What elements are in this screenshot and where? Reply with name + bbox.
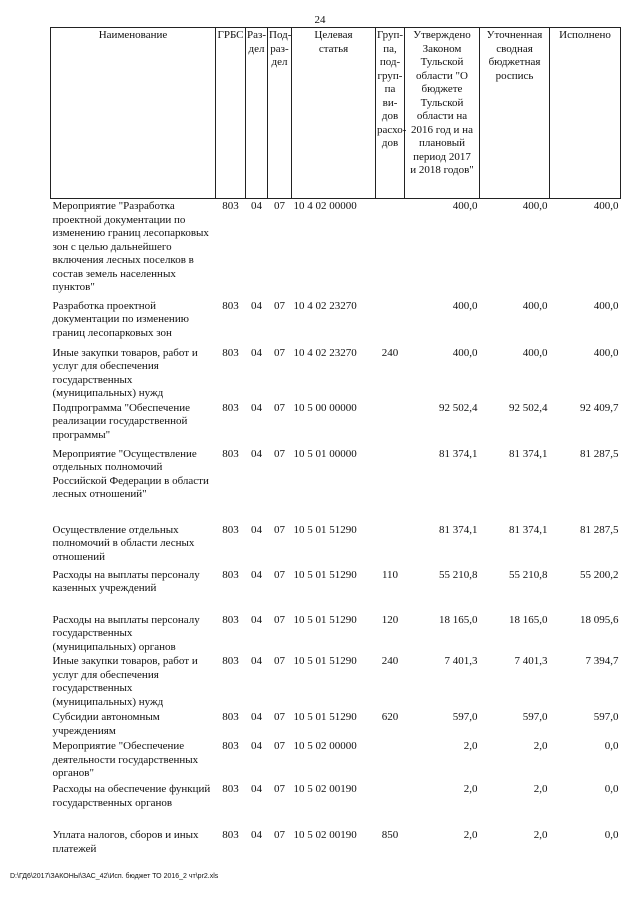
row-name: Мероприятие "Обеспечение деятельности государственных органов"	[52, 740, 199, 779]
row-grbs: 803	[222, 829, 239, 841]
row-target-article: 10 5 02 00190	[293, 829, 357, 841]
row-refined: 18 165,0	[509, 613, 548, 626]
row-grbs: 803	[222, 711, 239, 723]
table-row	[51, 299, 621, 346]
row-podrazdel: 07	[274, 568, 285, 581]
row-razdel: 04	[251, 299, 262, 312]
row-refined: 400,0	[522, 200, 548, 212]
row-podrazdel: 07	[274, 613, 285, 626]
row-approved: 7 401,3	[444, 655, 478, 667]
row-refined: 400,0	[522, 299, 548, 312]
header-target-article: Целевая статья	[292, 28, 376, 199]
row-podrazdel: 07	[274, 200, 285, 212]
row-target-article: 10 5 01 51290	[293, 523, 357, 536]
row-expense-group	[376, 401, 405, 447]
header-expense-group: Груп- па, под- груп- па ви- дов расхо- дов	[376, 28, 405, 199]
row-razdel: 04	[251, 523, 262, 536]
row-expense-group	[376, 299, 405, 346]
row-executed: 400,0	[593, 346, 619, 359]
page-number: 24	[314, 14, 326, 26]
header-refined: Уточненная сводная бюджетная роспись	[480, 28, 550, 199]
row-grbs: 803	[222, 200, 239, 212]
header-executed: Исполнено	[550, 28, 621, 199]
row-approved: 400,0	[452, 299, 478, 312]
row-approved: 2,0	[463, 829, 478, 841]
row-grbs: 803	[222, 568, 239, 581]
row-razdel: 04	[251, 829, 262, 841]
row-executed: 0,0	[604, 740, 619, 752]
row-name: Расходы на обеспечение функций государственных органов	[52, 783, 211, 809]
row-target-article: 10 4 02 00000	[293, 200, 357, 212]
table-row	[51, 828, 621, 858]
row-razdel: 04	[251, 200, 262, 212]
row-refined: 81 374,1	[509, 447, 548, 460]
row-grbs: 803	[222, 523, 239, 536]
file-path-footer: D:\ГД6\2017\ЗАКОНЫ\ЗАС_42\Исп. бюджет ТО 2016_2 чт\pr2.xls	[10, 873, 219, 880]
table-row	[51, 346, 621, 401]
row-executed: 92 409,7	[580, 401, 619, 414]
row-target-article: 10 4 02 23270	[293, 299, 357, 312]
row-refined: 7 401,3	[514, 655, 548, 667]
row-refined: 2,0	[533, 740, 548, 752]
table-row	[51, 654, 621, 710]
row-executed: 0,0	[604, 783, 619, 795]
row-executed: 400,0	[593, 299, 619, 312]
row-grbs: 803	[222, 346, 239, 359]
row-target-article: 10 5 01 51290	[293, 568, 357, 581]
row-razdel: 04	[251, 401, 262, 414]
table-row	[51, 447, 621, 523]
row-podrazdel: 07	[274, 299, 285, 312]
row-refined: 597,0	[522, 711, 548, 723]
row-podrazdel: 07	[274, 401, 285, 414]
table-row	[51, 523, 621, 568]
row-name: Уплата налогов, сборов и иных платежей	[52, 829, 199, 855]
row-podrazdel: 07	[274, 829, 285, 841]
table-row	[51, 782, 621, 828]
row-expense-group	[376, 199, 405, 299]
row-razdel: 04	[251, 447, 262, 460]
row-podrazdel: 07	[274, 447, 285, 460]
row-grbs: 803	[222, 655, 239, 667]
row-grbs: 803	[222, 401, 239, 414]
budget-table	[50, 27, 621, 858]
row-expense-group	[376, 447, 405, 523]
row-refined: 55 210,8	[509, 568, 548, 581]
row-expense-group: 110	[381, 568, 399, 581]
row-executed: 81 287,5	[580, 447, 619, 460]
row-refined: 81 374,1	[509, 523, 548, 536]
row-refined: 2,0	[533, 783, 548, 795]
row-executed: 7 394,7	[585, 655, 619, 667]
row-refined: 92 502,4	[509, 401, 548, 414]
row-expense-group: 120	[381, 613, 399, 626]
row-refined: 400,0	[522, 346, 548, 359]
table-row	[51, 199, 621, 299]
row-name: Расходы на выплаты персоналу казенных учреждений	[52, 568, 200, 594]
row-razdel: 04	[251, 613, 262, 626]
row-razdel: 04	[251, 346, 262, 359]
row-approved: 400,0	[452, 200, 478, 212]
row-razdel: 04	[251, 568, 262, 581]
row-expense-group	[376, 523, 405, 568]
row-expense-group: 620	[381, 711, 399, 723]
row-razdel: 04	[251, 711, 262, 723]
row-razdel: 04	[251, 783, 262, 795]
row-approved: 55 210,8	[439, 568, 478, 581]
row-podrazdel: 07	[274, 346, 285, 359]
row-executed: 55 200,2	[580, 568, 619, 581]
row-expense-group: 240	[381, 346, 399, 359]
row-approved: 597,0	[452, 711, 478, 723]
header-grbs: ГРБС	[216, 28, 246, 199]
header-approved: Утверждено Законом Тульской области "О бюджете Тульской области на 2016 год и на плановый период 2017 и 2018 годов"	[405, 28, 480, 199]
row-expense-group	[376, 782, 405, 828]
row-name: Подпрограмма "Обеспечение реализации государственной программы"	[52, 401, 190, 441]
row-approved: 2,0	[463, 740, 478, 752]
row-podrazdel: 07	[274, 655, 285, 667]
row-expense-group	[376, 739, 405, 782]
row-name: Осуществление отдельных полномочий в области лесных отношений	[52, 523, 195, 563]
table-row	[51, 710, 621, 739]
row-target-article: 10 5 02 00000	[293, 740, 357, 752]
row-approved: 92 502,4	[439, 401, 478, 414]
row-name: Субсидии автономным учреждениям	[52, 711, 160, 737]
row-razdel: 04	[251, 655, 262, 667]
header-razdel: Раз- дел	[246, 28, 268, 199]
row-executed: 81 287,5	[580, 523, 619, 536]
table-row	[51, 401, 621, 447]
header-name: Наименование	[51, 28, 216, 199]
row-executed: 597,0	[593, 711, 619, 723]
row-grbs: 803	[222, 613, 239, 626]
row-refined: 2,0	[533, 829, 548, 841]
header-row	[51, 28, 621, 199]
row-expense-group: 240	[381, 655, 399, 667]
row-approved: 81 374,1	[439, 447, 478, 460]
row-executed: 18 095,6	[580, 613, 619, 626]
row-approved: 2,0	[463, 783, 478, 795]
row-name: Иные закупки товаров, работ и услуг для обеспечения государственных (муниципальных) нужд	[52, 655, 198, 708]
row-approved: 400,0	[452, 346, 478, 359]
row-expense-group: 850	[381, 829, 399, 841]
row-grbs: 803	[222, 299, 239, 312]
row-name: Мероприятие "Осуществление отдельных полномочий Российской Федерации в области лесных отношений"	[52, 447, 209, 500]
row-executed: 0,0	[604, 829, 619, 841]
row-target-article: 10 5 00 00000	[293, 401, 357, 414]
row-grbs: 803	[222, 447, 239, 460]
table-row	[51, 568, 621, 613]
row-target-article: 10 5 02 00190	[293, 783, 357, 795]
row-name: Расходы на выплаты персоналу государственных (муниципальных) органов	[52, 613, 200, 653]
row-grbs: 803	[222, 783, 239, 795]
row-podrazdel: 07	[274, 711, 285, 723]
row-approved: 18 165,0	[439, 613, 478, 626]
row-target-article: 10 5 01 51290	[293, 655, 357, 667]
row-name: Иные закупки товаров, работ и услуг для обеспечения государственных (муниципальных) нужд	[52, 346, 198, 399]
row-podrazdel: 07	[274, 523, 285, 536]
row-name: Мероприятие "Разработка проектной документации по изменению границ лесопарковых зон с целью дальнейшего включения лесных поселков в состав земель населенных пунктов"	[52, 200, 209, 293]
row-name: Разработка проектной документации по изменению границ лесопарковых зон	[52, 299, 189, 339]
row-target-article: 10 5 01 00000	[293, 447, 357, 460]
table-row	[51, 613, 621, 655]
table-row	[51, 739, 621, 782]
row-target-article: 10 4 02 23270	[293, 346, 357, 359]
row-podrazdel: 07	[274, 783, 285, 795]
row-podrazdel: 07	[274, 740, 285, 752]
row-target-article: 10 5 01 51290	[293, 613, 357, 626]
row-grbs: 803	[222, 740, 239, 752]
row-razdel: 04	[251, 740, 262, 752]
row-target-article: 10 5 01 51290	[293, 711, 357, 723]
row-executed: 400,0	[593, 200, 619, 212]
row-approved: 81 374,1	[439, 523, 478, 536]
header-podrazdel: Под- раз- дел	[268, 28, 292, 199]
